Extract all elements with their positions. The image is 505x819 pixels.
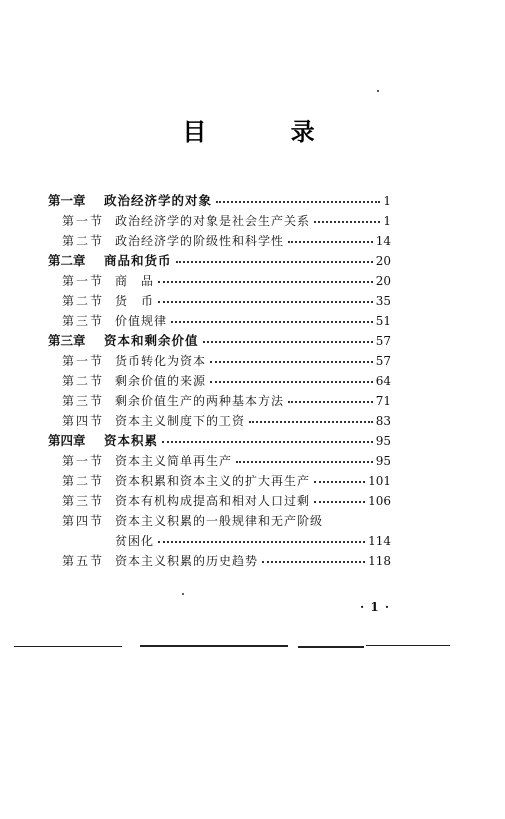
toc-section-entry bbox=[48, 528, 391, 548]
toc-section-entry bbox=[48, 308, 391, 328]
page-number: 83 bbox=[375, 414, 391, 428]
dot-leader bbox=[314, 221, 380, 223]
toc-section-entry bbox=[48, 468, 391, 488]
scan-rule bbox=[366, 645, 450, 646]
dot-leader bbox=[288, 401, 373, 403]
page-title: 目 录 bbox=[182, 118, 353, 146]
section-number: 第一节 bbox=[62, 214, 105, 228]
page-number: 95 bbox=[375, 434, 391, 448]
page-number: 35 bbox=[375, 294, 391, 308]
entry-title: 政治经济学的对象是社会生产关系 bbox=[115, 214, 311, 228]
entry-title: 政治经济学的阶级性和科学性 bbox=[115, 234, 285, 248]
page-number: 57 bbox=[375, 334, 391, 348]
page-number: 71 bbox=[375, 394, 391, 408]
entry-title: 贫困化 bbox=[115, 534, 155, 548]
section-number: 第三节 bbox=[62, 494, 105, 508]
page-number: 118 bbox=[368, 554, 391, 568]
section-number: 第四节 bbox=[62, 514, 105, 528]
section-number: 第三节 bbox=[62, 314, 105, 328]
dot-leader bbox=[158, 301, 373, 303]
scan-rule bbox=[298, 646, 364, 648]
page-number: 95 bbox=[375, 454, 391, 468]
section-number: 第一节 bbox=[62, 354, 105, 368]
section-number: 第一节 bbox=[62, 454, 105, 468]
page-number: 106 bbox=[368, 494, 391, 508]
table-of-contents bbox=[48, 188, 391, 568]
toc-chapter-entry bbox=[48, 428, 391, 448]
entry-title: 资本积累和资本主义的扩大再生产 bbox=[115, 474, 311, 488]
scan-speck bbox=[182, 593, 184, 595]
entry-title: 政治经济学的对象 bbox=[104, 193, 213, 208]
toc-chapter-entry bbox=[48, 188, 391, 208]
section-number: 第三节 bbox=[62, 394, 105, 408]
entry-title: 资本和剩余价值 bbox=[104, 333, 199, 348]
section-number: 第二节 bbox=[62, 374, 105, 388]
toc-chapter-entry bbox=[48, 328, 391, 348]
scan-rule bbox=[14, 646, 122, 647]
toc-section-entry bbox=[48, 488, 391, 508]
entry-title: 剩余价值的来源 bbox=[115, 374, 207, 388]
chapter-number: 第二章 bbox=[48, 253, 86, 268]
page-number: 114 bbox=[368, 534, 391, 548]
dot-leader bbox=[203, 341, 373, 343]
section-number: 第二节 bbox=[62, 474, 105, 488]
page-number: 20 bbox=[375, 274, 391, 288]
entry-title: 资本主义制度下的工资 bbox=[115, 414, 246, 428]
toc-section-entry bbox=[48, 208, 391, 228]
dot-leader bbox=[176, 261, 373, 263]
toc-chapter-entry bbox=[48, 248, 391, 268]
chapter-number: 第三章 bbox=[48, 333, 86, 348]
page-number: 57 bbox=[375, 354, 391, 368]
toc-section-entry bbox=[48, 408, 391, 428]
page-number: 1 bbox=[383, 214, 391, 228]
page-folio: · 1 · bbox=[360, 600, 391, 614]
toc-section-entry bbox=[48, 228, 391, 248]
dot-leader bbox=[216, 201, 380, 203]
toc-section-entry bbox=[48, 448, 391, 468]
page-number: 20 bbox=[375, 254, 391, 268]
dot-leader bbox=[171, 321, 373, 323]
page-number: 1 bbox=[383, 194, 391, 208]
toc-section-entry bbox=[48, 268, 391, 288]
dot-leader bbox=[210, 361, 373, 363]
section-number: 第四节 bbox=[62, 414, 105, 428]
page-number: 101 bbox=[368, 474, 391, 488]
toc-section-entry bbox=[48, 368, 391, 388]
scan-speck bbox=[377, 90, 379, 92]
entry-title: 资本主义积累的一般规律和无产阶级 bbox=[115, 514, 324, 528]
chapter-number: 第一章 bbox=[48, 193, 86, 208]
toc-section-entry bbox=[48, 388, 391, 408]
section-number: 第一节 bbox=[62, 274, 105, 288]
page-number: 51 bbox=[375, 314, 391, 328]
dot-leader bbox=[210, 381, 373, 383]
entry-title: 商品和货币 bbox=[104, 253, 172, 268]
entry-title: 价值规律 bbox=[115, 314, 168, 328]
dot-leader bbox=[262, 561, 365, 563]
toc-section-entry bbox=[48, 288, 391, 308]
entry-title: 商 品 bbox=[115, 274, 155, 288]
chapter-number: 第四章 bbox=[48, 433, 86, 448]
dot-leader bbox=[158, 541, 365, 543]
dot-leader bbox=[236, 461, 373, 463]
section-number: 第二节 bbox=[62, 234, 105, 248]
dot-leader bbox=[314, 501, 365, 503]
scan-rule bbox=[140, 645, 288, 647]
entry-title: 资本有机构成提高和相对人口过剩 bbox=[115, 494, 311, 508]
toc-section-entry bbox=[48, 508, 391, 528]
section-number: 第五节 bbox=[62, 554, 105, 568]
entry-title: 剩余价值生产的两种基本方法 bbox=[115, 394, 285, 408]
dot-leader bbox=[162, 441, 373, 443]
dot-leader bbox=[249, 421, 373, 423]
section-number: 第二节 bbox=[62, 294, 105, 308]
toc-section-entry bbox=[48, 348, 391, 368]
page-number: 14 bbox=[375, 234, 391, 248]
dot-leader bbox=[288, 241, 373, 243]
entry-title: 货 币 bbox=[115, 294, 155, 308]
dot-leader bbox=[158, 281, 373, 283]
dot-leader bbox=[314, 481, 365, 483]
entry-title: 资本主义简单再生产 bbox=[115, 454, 233, 468]
toc-section-entry bbox=[48, 548, 391, 568]
page-number: 64 bbox=[375, 374, 391, 388]
entry-title: 货币转化为资本 bbox=[115, 354, 207, 368]
entry-title: 资本主义积累的历史趋势 bbox=[115, 554, 259, 568]
entry-title: 资本积累 bbox=[104, 433, 159, 448]
